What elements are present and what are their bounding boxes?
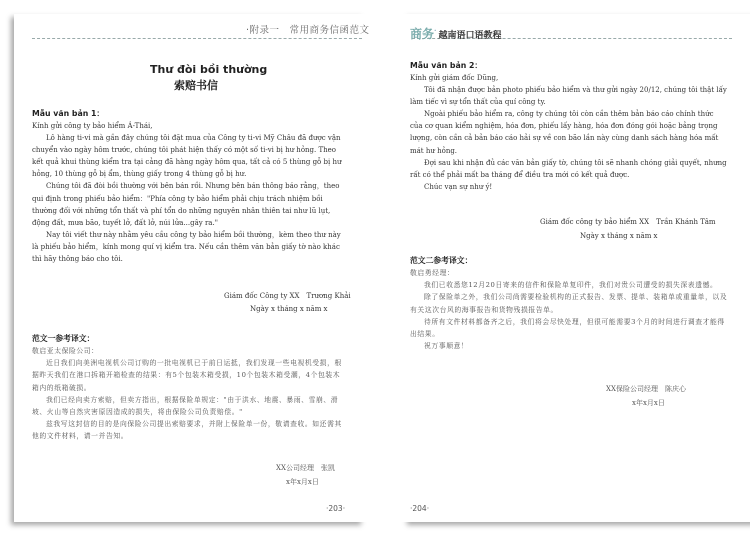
sample1-heading: Mẫu văn bản 1： xyxy=(32,109,105,118)
translation2-signature-date: x年x月x日 xyxy=(632,399,665,407)
letter-title-chinese: 索赔书信 xyxy=(174,79,218,92)
sample2-signature-date: Ngày x tháng x năm x xyxy=(580,232,658,240)
translation2-closing: 祝万事顺意！ xyxy=(424,342,469,351)
translation1-salutation: 敬启亚太保险公司： xyxy=(32,347,99,355)
translation1-paragraph: 我们已经向卖方索赔，但卖方指出，根据保险单规定："由于洪水、地震、暴雨、雪崩、滑坡、火山等自然灾害原因造成的损失，将由保险公司负责赔偿。" xyxy=(32,395,339,417)
translation2-salutation: 敬启勇经理： xyxy=(410,269,455,277)
translation1-paragraph: 近日我们向美洲电视机公司订购的一批电视机已于前日运抵，我们发现一些电视机受损，根据昨天我们在港口拆箱开箱检查的结果：有5个包装木箱受损，10个包装木箱受潮，4个包装木箱内的纸箱破损。 xyxy=(32,359,342,392)
sample1-salutation: Kính gửi công ty bảo hiểm Á-Thái, xyxy=(32,122,153,130)
sample1-signature-date: Ngày x tháng x năm x xyxy=(250,305,328,313)
sample2-closing: Chúc vạn sự như ý! xyxy=(424,182,493,191)
sample1-paragraph: Lô hàng ti-vi mà gần đây chúng tôi đặt mua của Công ty ti-vi Mỹ Châu đã được vận chuyển vào ngày hôm trước, chúng tôi phát hiện thấy có một số ti-vi bị hư hỏng. Theo kết quả khui thùng kiểm tra tại cảng đã hàng ngày hôm qua, tất cả có 5 thùng gỗ bị hư hỏng, 10 thùng gỗ bị ẩm, thùng giấy trong 4 thùng gỗ bị hư. xyxy=(32,134,342,179)
book-gutter xyxy=(364,14,404,522)
series-logo: 商务· xyxy=(410,26,437,41)
right-running-header xyxy=(410,25,501,42)
translation1-heading: 范文一参考译文： xyxy=(32,334,95,343)
translation2-body xyxy=(410,267,728,352)
translation1-paragraph: 兹我写这封信的目的是向保险公司提出索赔要求，并附上保险单一份，敬请查收。如还需其他的文件材料，请一并告知。 xyxy=(32,420,342,441)
translation2-paragraph: 除了保险单之外，我们公司尚需要检验机构的正式报告、发票、提单、装箱单或重量单，以及有关这次台风的海事报告和货物残损报告单。 xyxy=(410,293,728,314)
left-page-number: ·203· xyxy=(326,504,346,513)
sample2-body xyxy=(410,72,728,193)
translation1-body xyxy=(32,345,346,443)
translation1-signature-name: XX公司经理 张凯 xyxy=(276,464,335,472)
book-title: 越南语口语教程 xyxy=(438,31,502,41)
right-page-number: ·204· xyxy=(410,504,430,513)
sample1-paragraph: Chúng tôi đã đòi bồi thường với bên bán rồi. Nhưng bên bán thông báo rằng，theo qui định trong phiếu bảo hiểm："Phía công ty bảo hiểm phải chịu trách nhiệm bồi thường đối với những tổn thất và phí tổn do những nguyên nhân thiên tai như lũ lụt, động đất, mưa bão, tuyết lở, đất lở, núi lửa...gây ra." xyxy=(32,182,340,227)
sample1-body xyxy=(32,120,346,265)
translation2-heading: 范文二参考译文： xyxy=(410,256,473,265)
left-header-rule xyxy=(32,38,362,39)
left-running-header: ·附录一 常用商务信函范文 xyxy=(246,25,370,36)
translation1-signature-date: x年x月x日 xyxy=(286,478,319,486)
sample2-paragraph: Đợi sau khi nhận đủ các văn bản giấy tờ, chúng tôi sẽ nhanh chóng giải quyết, nhưng rất có thể phải mất ba tháng để điều tra mới có kết quả được. xyxy=(410,158,727,179)
letter-title-vietnamese: Thư đòi bồi thường xyxy=(150,63,268,76)
translation2-paragraph: 待所有文件材料都备齐之后，我们将会尽快处理，但很可能需要3个月的时间进行调查才能得出结果。 xyxy=(410,317,725,339)
sample2-paragraph: Ngoài phiếu bảo hiểm ra, công ty chúng tôi còn cần thêm bản báo cáo chính thức của cơ quan kiểm nghiệm, hóa đơn, phiếu lấy hàng, hóa đơn đóng gói hoặc bảng trọng lượng, còn cần cả bản báo cáo hải sự về con bão lần này cùng danh sách hàng hóa mất mát hư hỏng. xyxy=(410,110,719,155)
sample2-signature-name: Giám đốc công ty bảo hiểm XX Trần Khánh Tâm xyxy=(540,218,716,226)
sample2-salutation: Kính gửi giám đốc Dũng, xyxy=(410,74,499,82)
translation2-signature-name: XX保险公司经理 陈庆心 xyxy=(606,385,686,393)
sample1-signature-name: Giám đốc Công ty XX Trương Khải xyxy=(224,292,351,300)
sample1-paragraph: Nay tôi viết thư này nhằm yêu cầu công ty bảo hiểm bồi thường，kèm theo thư này là phiếu bảo hiểm，kính mong quí vị kiểm tra. Nếu cần thêm văn bản giấy tờ nào khác thì hãy thông báo cho tôi. xyxy=(32,230,341,264)
sample2-paragraph: Tôi đã nhận được bản photo phiếu bảo hiểm và thư gửi ngày 20/12, chúng tôi thật lấy làm tiếc vì sự tổn thất của quí công ty. xyxy=(410,86,727,107)
sample2-heading: Mẫu văn bản 2： xyxy=(410,61,483,70)
translation2-paragraph: 我们已收悉您12月20日寄来的信件和保险单复印件，我们对贵公司遭受的损失深表遗憾。 xyxy=(424,281,718,290)
